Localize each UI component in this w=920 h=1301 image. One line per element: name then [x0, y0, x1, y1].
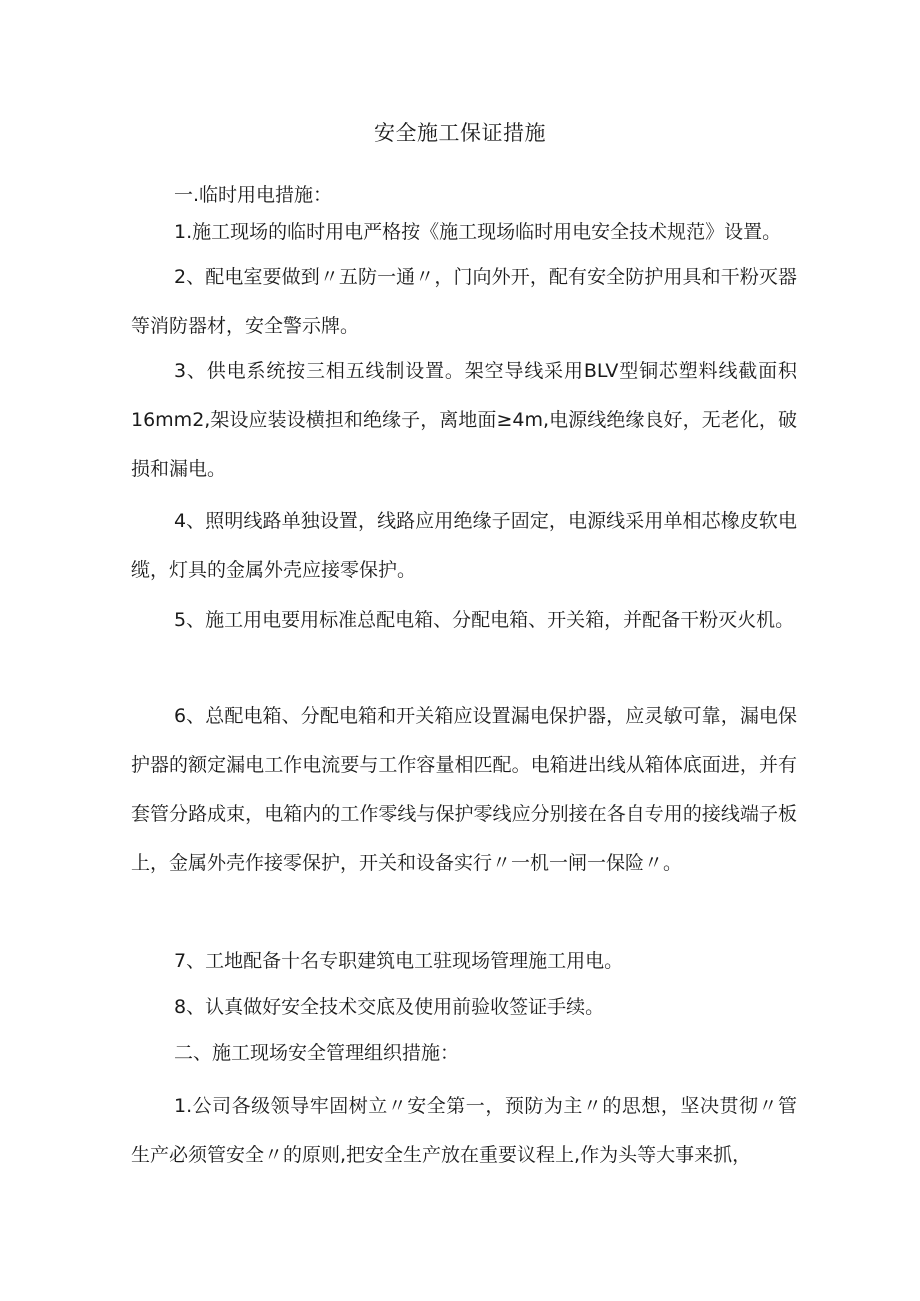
section-heading-temporary-power: 一.临时用电措施：	[174, 184, 333, 206]
paragraph: 2、配电室要做到〃五防一通〃，门向外开，配有安全防护用具和干粉灭器等消防器材，安全警示牌。	[131, 266, 797, 337]
paragraph: 6、总配电箱、分配电箱和开关箱应设置漏电保护器，应灵敏可靠，漏电保护器的额定漏电工作电流要与工作容量相匹配。电箱进出线从箱体底面进，并有套管分路成束，电箱内的工作零线与保护零线应分别接在各自专用的接线端子板上，金属外壳作接零保护，开关和设备实行〃一机一闸一保险〃。	[131, 705, 797, 874]
section-heading-site-safety: 二、施工现场安全管理组织措施：	[174, 1042, 460, 1064]
paragraph: 1.公司各级领导牢固树立〃安全第一，预防为主〃的思想，坚决贯彻〃管生产必须管安全〃的原则,把安全生产放在重要议程上,作为头等大事来抓，	[131, 1095, 797, 1166]
paragraph: 4、照明线路单独设置，线路应用绝缘子固定，电源线采用单相芯橡皮软电缆，灯具的金属外壳应接零保护。	[131, 510, 797, 581]
paragraph: 3、供电系统按三相五线制设置。架空导线采用BLV型铜芯塑料线截面积16mm2,架设应装设横担和绝缘子，离地面≥4m,电源线绝缘良好，无老化，破损和漏电。	[131, 360, 797, 480]
paragraph: 7、工地配备十名专职建筑电工驻现场管理施工用电。	[174, 950, 624, 972]
paragraph: 8、认真做好安全技术交底及使用前验收签证手续。	[174, 996, 605, 1018]
paragraph: 1.施工现场的临时用电严格按《施工现场临时用电安全技术规范》设置。	[174, 221, 782, 243]
paragraph: 5、施工用电要用标准总配电箱、分配电箱、开关箱，并配备干粉灭火机。	[174, 609, 795, 631]
document-title: 安全施工保证措施	[374, 121, 546, 145]
